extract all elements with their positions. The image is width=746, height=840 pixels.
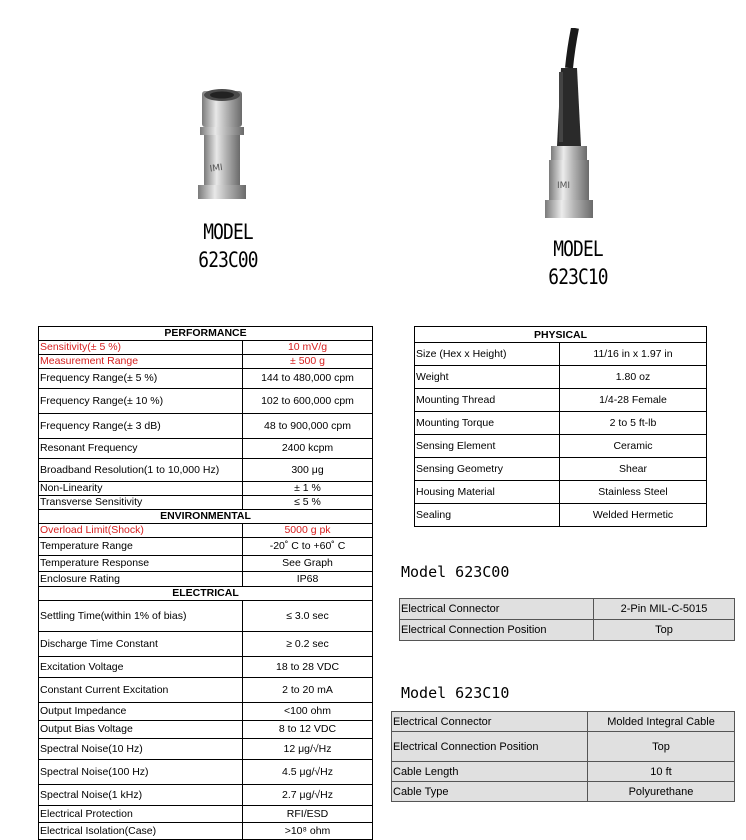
model-623c00-heading: Model 623C00: [401, 563, 510, 581]
model-623c10-caption: [536, 235, 621, 291]
spec-value: 2400 kcpm: [243, 439, 373, 459]
spec-label: Electrical Connection Position: [392, 732, 588, 762]
spec-label: Mounting Torque: [415, 412, 560, 435]
spec-value: See Graph: [243, 556, 373, 572]
spec-row: [392, 782, 735, 802]
physical-spec-table: [414, 326, 707, 527]
spec-row: [392, 732, 735, 762]
performance-spec-table: [38, 326, 373, 840]
spec-row: [39, 721, 373, 739]
spec-label: Discharge Time Constant: [39, 632, 243, 657]
spec-label: Electrical Isolation(Case): [39, 823, 243, 840]
spec-row: [400, 620, 735, 641]
spec-row: [415, 366, 707, 389]
spec-label: Overload Limit(Shock): [39, 524, 243, 538]
spec-value: 144 to 480,000 cpm: [243, 369, 373, 389]
spec-row: [415, 412, 707, 435]
spec-value: 1/4-28 Female: [560, 389, 707, 412]
spec-value: Top: [594, 620, 735, 641]
caption-line-1: MODEL: [203, 220, 253, 244]
spec-label: Output Bias Voltage: [39, 721, 243, 739]
spec-value: 300 μg: [243, 459, 373, 482]
section-title: PERFORMANCE: [39, 327, 373, 341]
spec-value: ≥ 0.2 sec: [243, 632, 373, 657]
model-623c10-heading: Model 623C10: [401, 684, 510, 702]
spec-value: -20˚ C to +60˚ C: [243, 538, 373, 556]
spec-row: [39, 556, 373, 572]
spec-label: Sensing Geometry: [415, 458, 560, 481]
spec-row: [39, 678, 373, 703]
spec-value: 8 to 12 VDC: [243, 721, 373, 739]
spec-row: [392, 712, 735, 732]
spec-label: Spectral Noise(100 Hz): [39, 760, 243, 785]
sensor-623c10-image: [535, 28, 615, 228]
model-623c00-table: [399, 598, 735, 641]
spec-value: 48 to 900,000 cpm: [243, 414, 373, 439]
spec-value: Ceramic: [560, 435, 707, 458]
spec-label: Measurement Range: [39, 355, 243, 369]
spec-value: 2.7 μg/√Hz: [243, 785, 373, 806]
spec-value: ≤ 5 %: [243, 496, 373, 510]
spec-value: 10 ft: [588, 762, 735, 782]
spec-row: [39, 524, 373, 538]
spec-value: >10⁸ ohm: [243, 823, 373, 840]
spec-value: ± 1 %: [243, 482, 373, 496]
caption-line-2: 623C10: [548, 265, 608, 289]
physical-title: PHYSICAL: [415, 327, 707, 343]
spec-label: Weight: [415, 366, 560, 389]
caption-line-1: MODEL: [553, 237, 603, 261]
spec-value: Molded Integral Cable: [588, 712, 735, 732]
spec-row: [39, 439, 373, 459]
spec-row: [39, 632, 373, 657]
spec-label: Electrical Connector: [400, 599, 594, 620]
spec-label: Electrical Connector: [392, 712, 588, 732]
spec-value: 18 to 28 VDC: [243, 657, 373, 678]
spec-value: 11/16 in x 1.97 in: [560, 343, 707, 366]
spec-label: Settling Time(within 1% of bias): [39, 601, 243, 632]
spec-label: Electrical Protection: [39, 806, 243, 823]
svg-text:IMI: IMI: [557, 181, 571, 191]
spec-row: [39, 806, 373, 823]
spec-label: Size (Hex x Height): [415, 343, 560, 366]
spec-row: [39, 389, 373, 414]
spec-row: [39, 369, 373, 389]
spec-row: [39, 482, 373, 496]
section-title: ELECTRICAL: [39, 587, 373, 601]
spec-value: 102 to 600,000 cpm: [243, 389, 373, 414]
section-header-row: [39, 327, 373, 341]
spec-label: Frequency Range(± 3 dB): [39, 414, 243, 439]
spec-label: Housing Material: [415, 481, 560, 504]
spec-value: Shear: [560, 458, 707, 481]
spec-value: RFI/ESD: [243, 806, 373, 823]
spec-value: 2-Pin MIL-C-5015: [594, 599, 735, 620]
spec-label: Temperature Range: [39, 538, 243, 556]
spec-row: [39, 496, 373, 510]
section-header-row: [39, 510, 373, 524]
spec-row: [39, 601, 373, 632]
section-header-row: [39, 587, 373, 601]
spec-label: Sensing Element: [415, 435, 560, 458]
spec-label: Enclosure Rating: [39, 572, 243, 587]
spec-label: Spectral Noise(10 Hz): [39, 739, 243, 760]
spec-row: [39, 703, 373, 721]
spec-label: Constant Current Excitation: [39, 678, 243, 703]
spec-label: Frequency Range(± 5 %): [39, 369, 243, 389]
spec-row: [39, 414, 373, 439]
spec-label: Non-Linearity: [39, 482, 243, 496]
spec-value: IP68: [243, 572, 373, 587]
section-title: ENVIRONMENTAL: [39, 510, 373, 524]
spec-row: [415, 481, 707, 504]
spec-row: [39, 355, 373, 369]
spec-row: [392, 762, 735, 782]
spec-label: Cable Length: [392, 762, 588, 782]
spec-row: [400, 599, 735, 620]
spec-value: 4.5 μg/√Hz: [243, 760, 373, 785]
spec-row: [39, 739, 373, 760]
spec-row: [415, 504, 707, 527]
spec-row: [39, 538, 373, 556]
spec-label: Mounting Thread: [415, 389, 560, 412]
spec-value: 2 to 5 ft-lb: [560, 412, 707, 435]
spec-label: Electrical Connection Position: [400, 620, 594, 641]
spec-value: ≤ 3.0 sec: [243, 601, 373, 632]
spec-row: [39, 785, 373, 806]
spec-row: [415, 389, 707, 412]
spec-row: [39, 459, 373, 482]
spec-row: [39, 572, 373, 587]
spec-value: 2 to 20 mA: [243, 678, 373, 703]
caption-line-2: 623C00: [198, 248, 258, 272]
spec-label: Broadband Resolution(1 to 10,000 Hz): [39, 459, 243, 482]
spec-label: Sensitivity(± 5 %): [39, 341, 243, 355]
svg-text:IMI: IMI: [209, 162, 224, 175]
spec-row: [39, 341, 373, 355]
spec-value: 5000 g pk: [243, 524, 373, 538]
spec-label: Excitation Voltage: [39, 657, 243, 678]
spec-value: Top: [588, 732, 735, 762]
spec-row: [415, 435, 707, 458]
spec-row: [415, 458, 707, 481]
spec-row: [39, 823, 373, 840]
spec-value: ± 500 g: [243, 355, 373, 369]
model-623c10-table: [391, 711, 735, 802]
spec-value: 1.80 oz: [560, 366, 707, 389]
spec-label: Transverse Sensitivity: [39, 496, 243, 510]
spec-value: <100 ohm: [243, 703, 373, 721]
spec-label: Cable Type: [392, 782, 588, 802]
spec-value: 12 μg/√Hz: [243, 739, 373, 760]
spec-value: Stainless Steel: [560, 481, 707, 504]
spec-row: [415, 343, 707, 366]
spec-label: Spectral Noise(1 kHz): [39, 785, 243, 806]
model-623c00-caption: [186, 218, 271, 274]
spec-label: Frequency Range(± 10 %): [39, 389, 243, 414]
sensor-623c00-image: [190, 85, 260, 215]
spec-label: Output Impedance: [39, 703, 243, 721]
spec-value: Welded Hermetic: [560, 504, 707, 527]
spec-label: Sealing: [415, 504, 560, 527]
spec-value: 10 mV/g: [243, 341, 373, 355]
spec-value: Polyurethane: [588, 782, 735, 802]
spec-row: [39, 657, 373, 678]
spec-label: Resonant Frequency: [39, 439, 243, 459]
spec-label: Temperature Response: [39, 556, 243, 572]
spec-row: [39, 760, 373, 785]
